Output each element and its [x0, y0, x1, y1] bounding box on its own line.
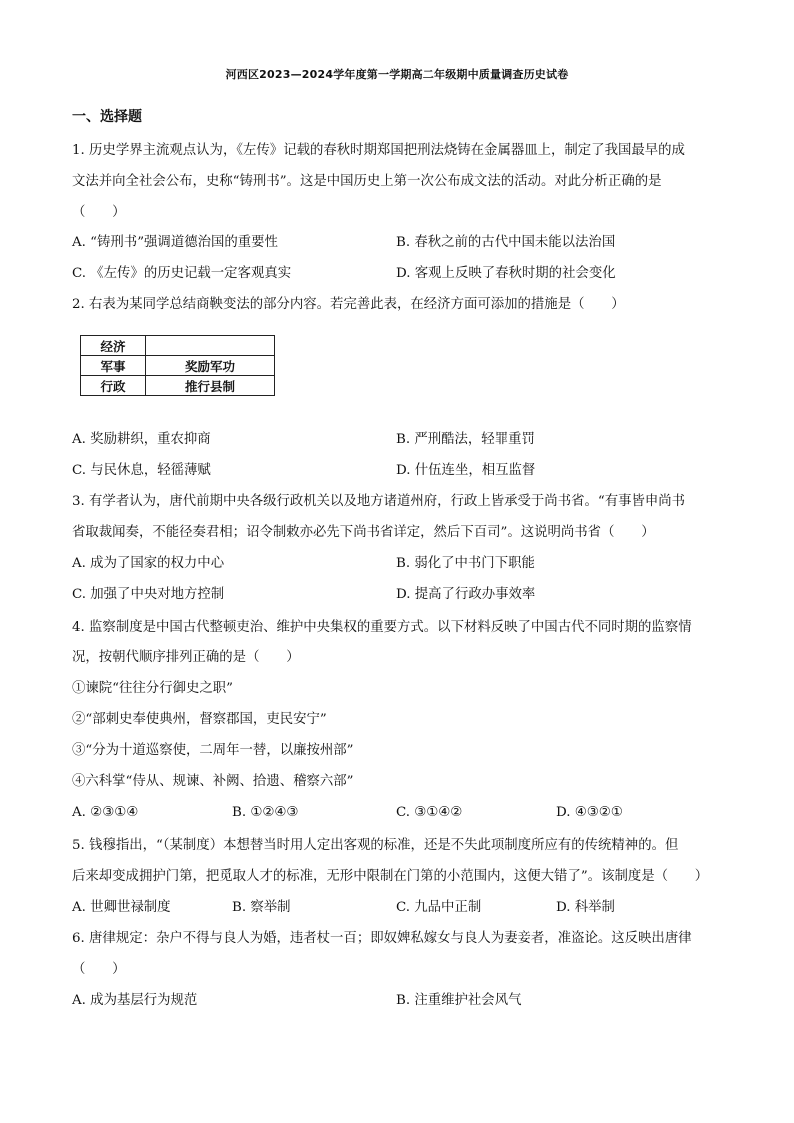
q4-material-2: ②“部刺史奉使典州，督察郡国，吏民安宁”	[72, 712, 327, 727]
q4-option-c: C. ③①④②	[396, 805, 463, 820]
table-row	[81, 356, 275, 376]
q3-option-c: C. 加强了中央对地方控制	[72, 587, 225, 602]
q3-option-a: A. 成为了国家的权力中心	[72, 556, 225, 571]
q3-option-d: D. 提高了行政办事效率	[396, 587, 536, 602]
q5-stem-line-1: 5. 钱穆指出，“（某制度）本想替当时用人定出客观的标准，还是不失此项制度所应有的传统精神的。但	[72, 838, 679, 853]
q1-option-d: D. 客观上反映了春秋时期的社会变化	[396, 266, 616, 281]
q3-stem-line-2: 省取裁闻奏，不能径奏君相；诏令制敕亦必先下尚书省详定，然后下百司”。这说明尚书省（ ）	[72, 525, 655, 540]
q4-material-1: ①谏院“往往分行御史之职”	[72, 681, 233, 696]
q2-option-d: D. 什伍连坐，相互监督	[396, 463, 536, 478]
q5-option-b: B. 察举制	[232, 900, 291, 915]
section-heading: 一、选择题	[72, 109, 142, 125]
q1-option-b: B. 春秋之前的古代中国未能以法治国	[396, 235, 616, 250]
table-cell-value: 推行县制	[146, 376, 275, 396]
q5-stem-line-2: 后来却变成拥护门第，把觅取人才的标准，无形中限制在门第的小范围内，这便大错了”。该制度是（ ）	[72, 869, 709, 884]
reform-table	[80, 335, 275, 396]
q4-material-4: ④六科掌“侍从、规谏、补阙、拾遗、稽察六部”	[72, 774, 354, 789]
q2-stem-line-1: 2. 右表为某同学总结商鞅变法的部分内容。若完善此表，在经济方面可添加的措施是（ ）	[72, 297, 625, 312]
table-row	[81, 336, 275, 356]
q5-option-d: D. 科举制	[556, 900, 615, 915]
q4-stem-line-1: 4. 监察制度是中国古代整顿吏治、维护中央集权的重要方式。以下材料反映了中国古代不同时期的监察情	[72, 620, 692, 635]
q6-stem-line-2: （ ）	[72, 962, 126, 977]
q1-option-a: A. “铸刑书”强调道德治国的重要性	[72, 235, 278, 250]
table-cell-key: 行政	[81, 376, 146, 396]
q4-option-a: A. ②③①④	[72, 805, 139, 820]
table-cell-value	[146, 336, 275, 356]
q5-option-a: A. 世卿世禄制度	[72, 900, 171, 915]
q1-stem-line-1: 1. 历史学界主流观点认为，《左传》记载的春秋时期郑国把刑法烧铸在金属器皿上，制定了我国最早的成	[72, 143, 685, 158]
q1-option-c: C. 《左传》的历史记载一定客观真实	[72, 266, 292, 281]
q6-option-a: A. 成为基层行为规范	[72, 993, 198, 1008]
q1-stem-line-3: （ ）	[72, 205, 126, 220]
q6-stem-line-1: 6. 唐律规定：杂户不得与良人为婚，违者杖一百；即奴婢私嫁女与良人为妻妾者，准盗论。这反映出唐律	[72, 931, 692, 946]
table-cell-value: 奖励军功	[146, 356, 275, 376]
q4-option-b: B. ①②④③	[232, 805, 299, 820]
table-cell-key: 经济	[81, 336, 146, 356]
q2-option-a: A. 奖励耕织，重农抑商	[72, 432, 211, 447]
q4-stem-line-2: 况，按朝代顺序排列正确的是（ ）	[72, 650, 300, 665]
q6-option-b: B. 注重维护社会风气	[396, 993, 522, 1008]
exam-title: 河西区2023—2024学年度第一学期高二年级期中质量调查历史试卷	[225, 68, 569, 81]
q4-option-d: D. ④③②①	[556, 805, 623, 820]
table-cell-key: 军事	[81, 356, 146, 376]
q3-option-b: B. 弱化了中书门下职能	[396, 556, 535, 571]
table-row	[81, 376, 275, 396]
q3-stem-line-1: 3. 有学者认为，唐代前期中央各级行政机关以及地方诸道州府，行政上皆承受于尚书省。“有事皆申尚书	[72, 494, 686, 509]
q2-option-c: C. 与民休息，轻徭薄赋	[72, 463, 211, 478]
q1-stem-line-2: 文法并向全社会公布，史称“铸刑书”。这是中国历史上第一次公布成文法的活动。对此分析正确的是	[72, 174, 662, 189]
q5-option-c: C. 九品中正制	[396, 900, 482, 915]
q2-option-b: B. 严刑酷法，轻罪重罚	[396, 432, 535, 447]
q4-material-3: ③“分为十道巡察使，二周年一替，以廉按州部”	[72, 743, 354, 758]
